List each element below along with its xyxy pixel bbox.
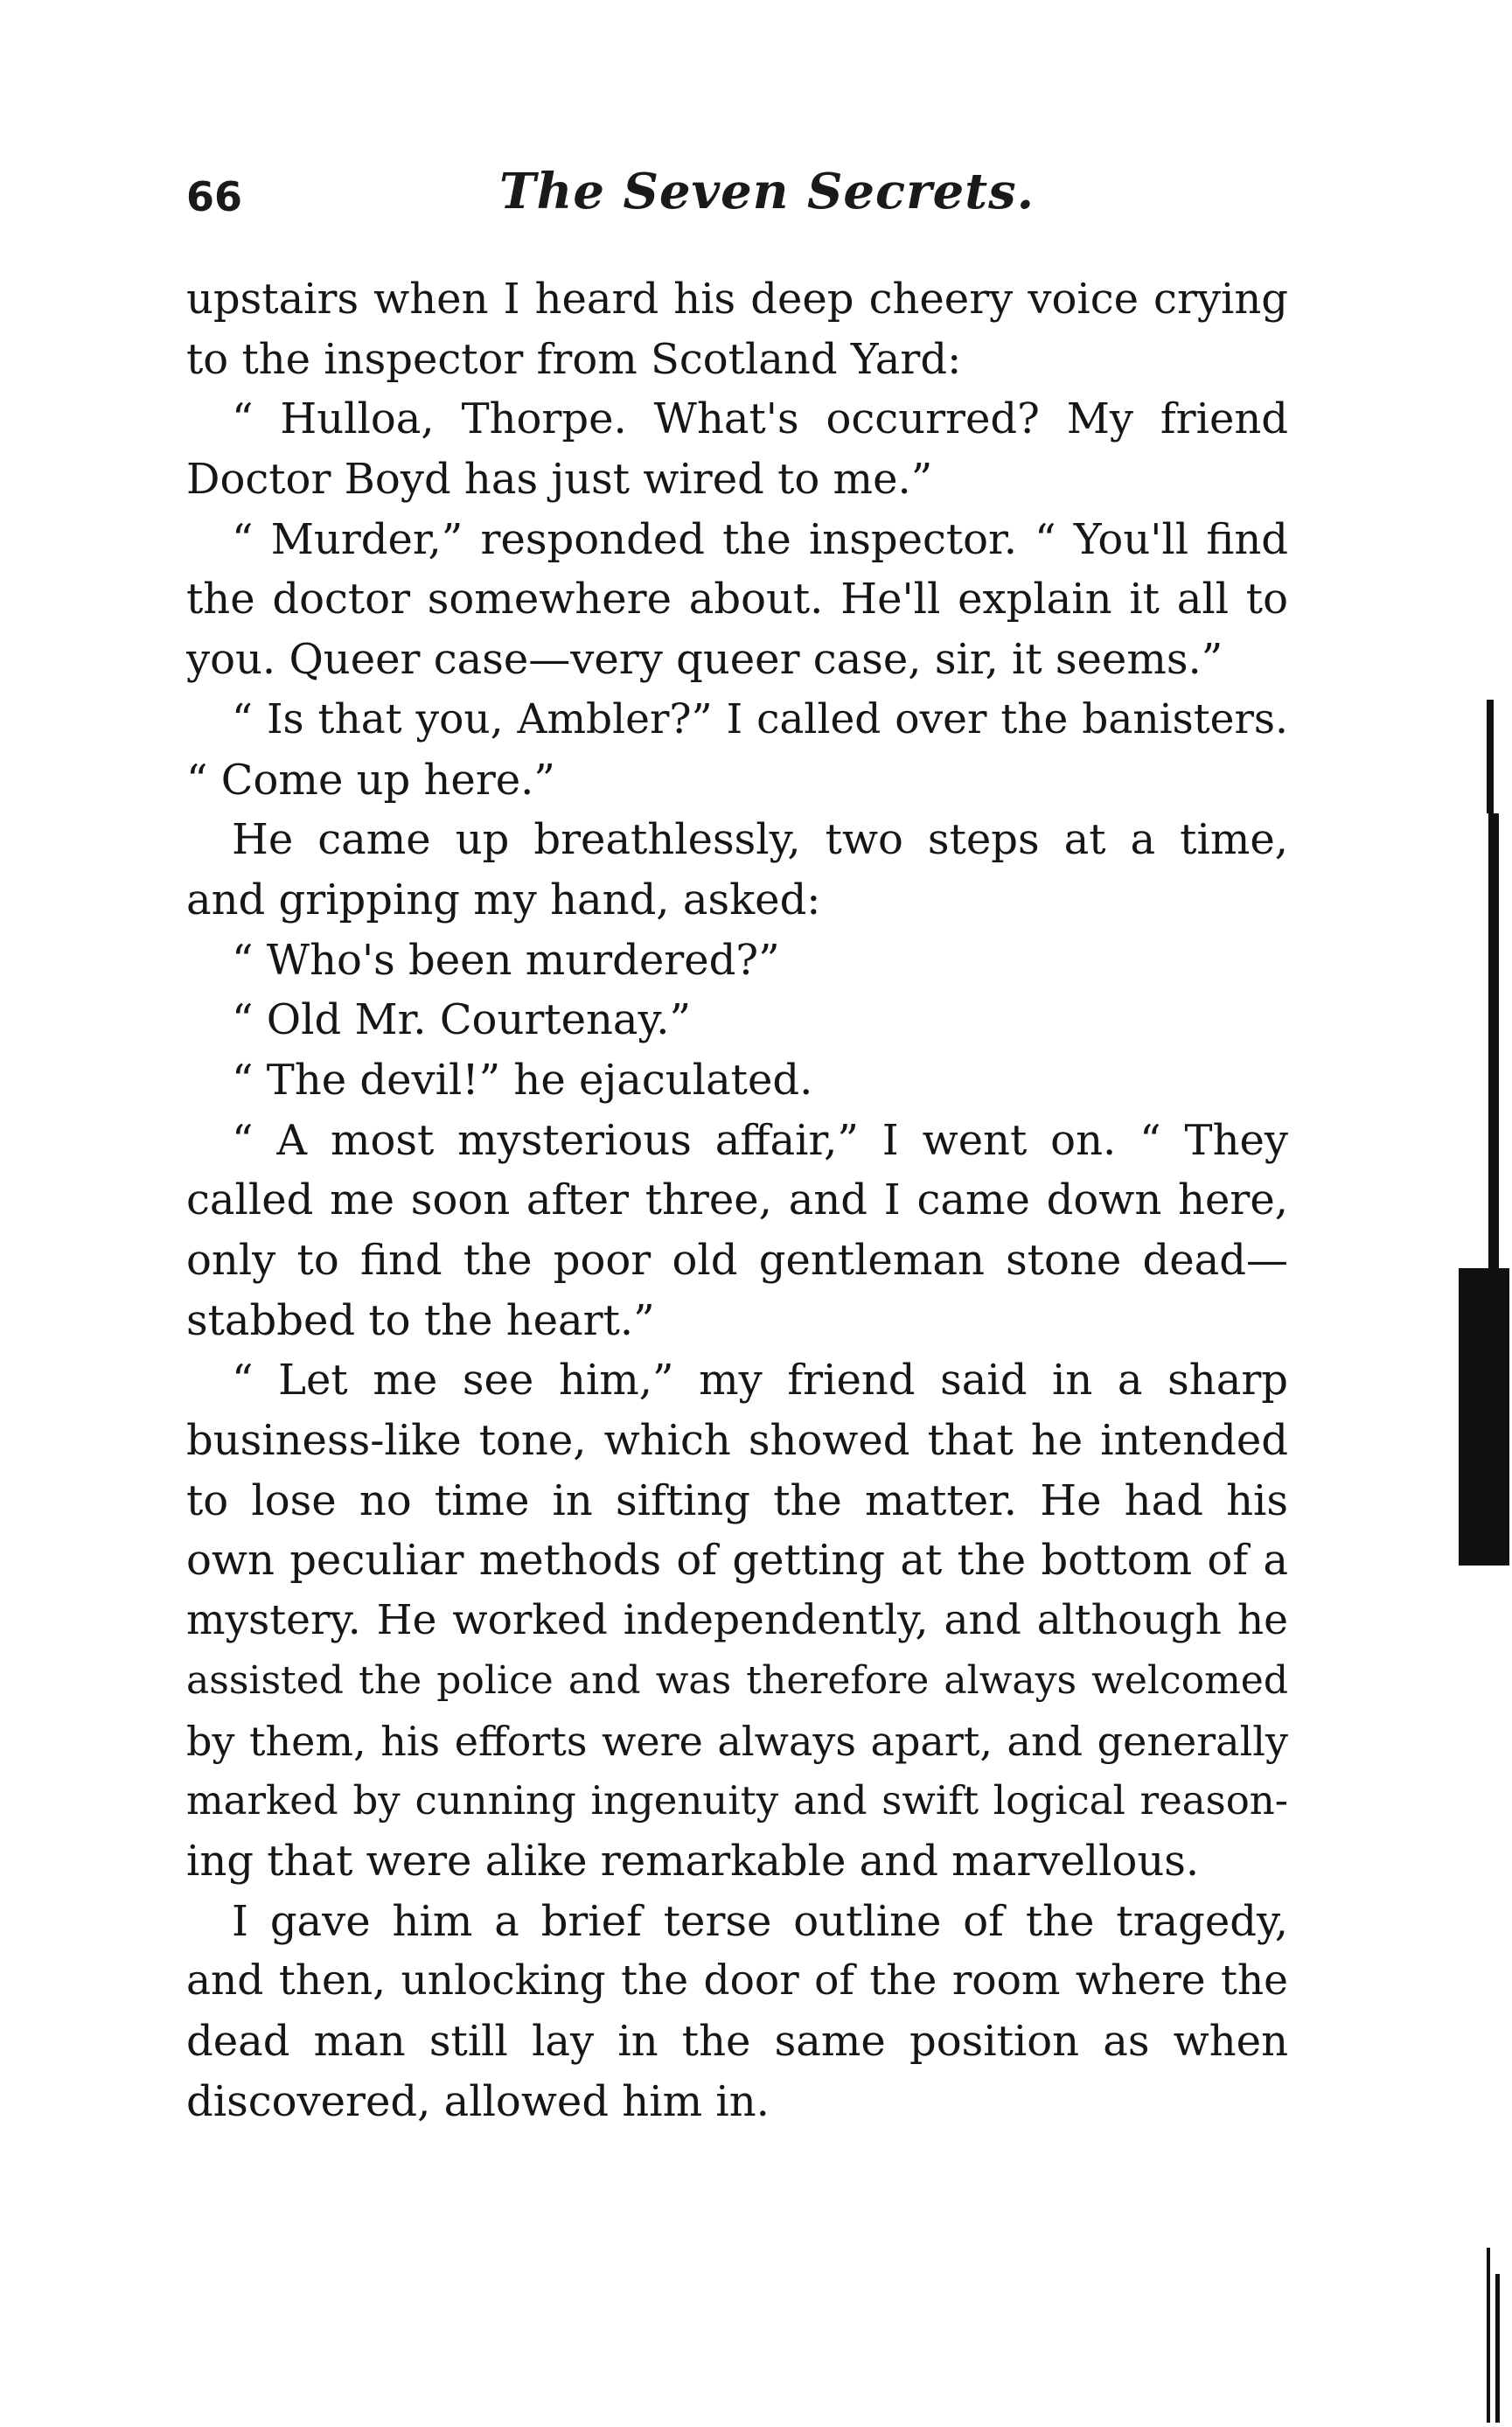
text-line: “ Is that you, Ambler?” I called over the banisters. xyxy=(232,694,1288,743)
text-line: assisted the police and was therefore always welcomed xyxy=(186,1657,1288,1703)
text-line: “ Murder,” responded the inspector. “ You'll find xyxy=(232,514,1288,564)
text-line: by them, his efforts were always apart, and generally xyxy=(186,1717,1288,1765)
text-line: I gave him a brief terse outline of the tragedy, xyxy=(232,1896,1288,1946)
scan-edge-artifact xyxy=(1488,813,1499,1268)
page-number: 66 xyxy=(186,173,243,220)
text-line: upstairs when I heard his deep cheery voice crying xyxy=(186,275,1288,324)
text-line: called me soon after three, and I came down here, xyxy=(186,1175,1288,1225)
text-line: mystery. He worked independently, and although he xyxy=(186,1596,1288,1645)
text-line: you. Queer case—very queer case, sir, it seems.” xyxy=(186,635,1223,685)
text-line: stabbed to the heart.” xyxy=(186,1295,655,1345)
scan-edge-artifact xyxy=(1487,700,1494,813)
text-line: “ Who's been murdered?” xyxy=(232,935,780,985)
running-title: The Seven Secrets. xyxy=(499,163,1035,220)
text-line: “ A most mysterious affair,” I went on. “ They xyxy=(232,1115,1288,1165)
text-line: to lose no time in sifting the matter. He had his xyxy=(186,1475,1288,1525)
text-line: business-like tone, which showed that he intended xyxy=(186,1416,1288,1466)
text-line: dead man still lay in the same position as when xyxy=(186,2016,1288,2066)
text-line: “ Come up here.” xyxy=(186,755,555,805)
text-line: own peculiar methods of getting at the bottom of a xyxy=(186,1536,1288,1586)
text-line: “ Old Mr. Courtenay.” xyxy=(232,995,692,1045)
text-line: “ Let me see him,” my friend said in a sharp xyxy=(232,1356,1288,1405)
page-header xyxy=(186,163,1288,241)
text-line: and gripping my hand, asked: xyxy=(186,875,821,924)
text-line: “ The devil!” he ejaculated. xyxy=(232,1055,813,1105)
text-line: He came up breathlessly, two steps at a time, xyxy=(232,815,1288,865)
text-line: marked by cunning ingenuity and swift logical reason- xyxy=(186,1777,1288,1824)
text-line: the doctor somewhere about. He'll explain it all to xyxy=(186,575,1288,624)
body-text xyxy=(186,269,1288,2131)
scan-edge-artifact xyxy=(1459,1268,1509,1566)
text-line: and then, unlocking the door of the room where the xyxy=(186,1956,1288,2005)
scan-edge-artifact xyxy=(1495,2274,1500,2423)
text-line: only to find the poor old gentleman stone dead— xyxy=(186,1236,1288,1285)
text-line: discovered, allowed him in. xyxy=(186,2076,770,2126)
text-line: ing that were alike remarkable and marvellous. xyxy=(186,1836,1200,1886)
text-line: “ Hulloa, Thorpe. What's occurred? My friend xyxy=(232,394,1288,444)
text-line: to the inspector from Scotland Yard: xyxy=(186,334,962,384)
text-line: Doctor Boyd has just wired to me.” xyxy=(186,455,933,505)
scan-edge-artifact xyxy=(1487,2248,1490,2423)
